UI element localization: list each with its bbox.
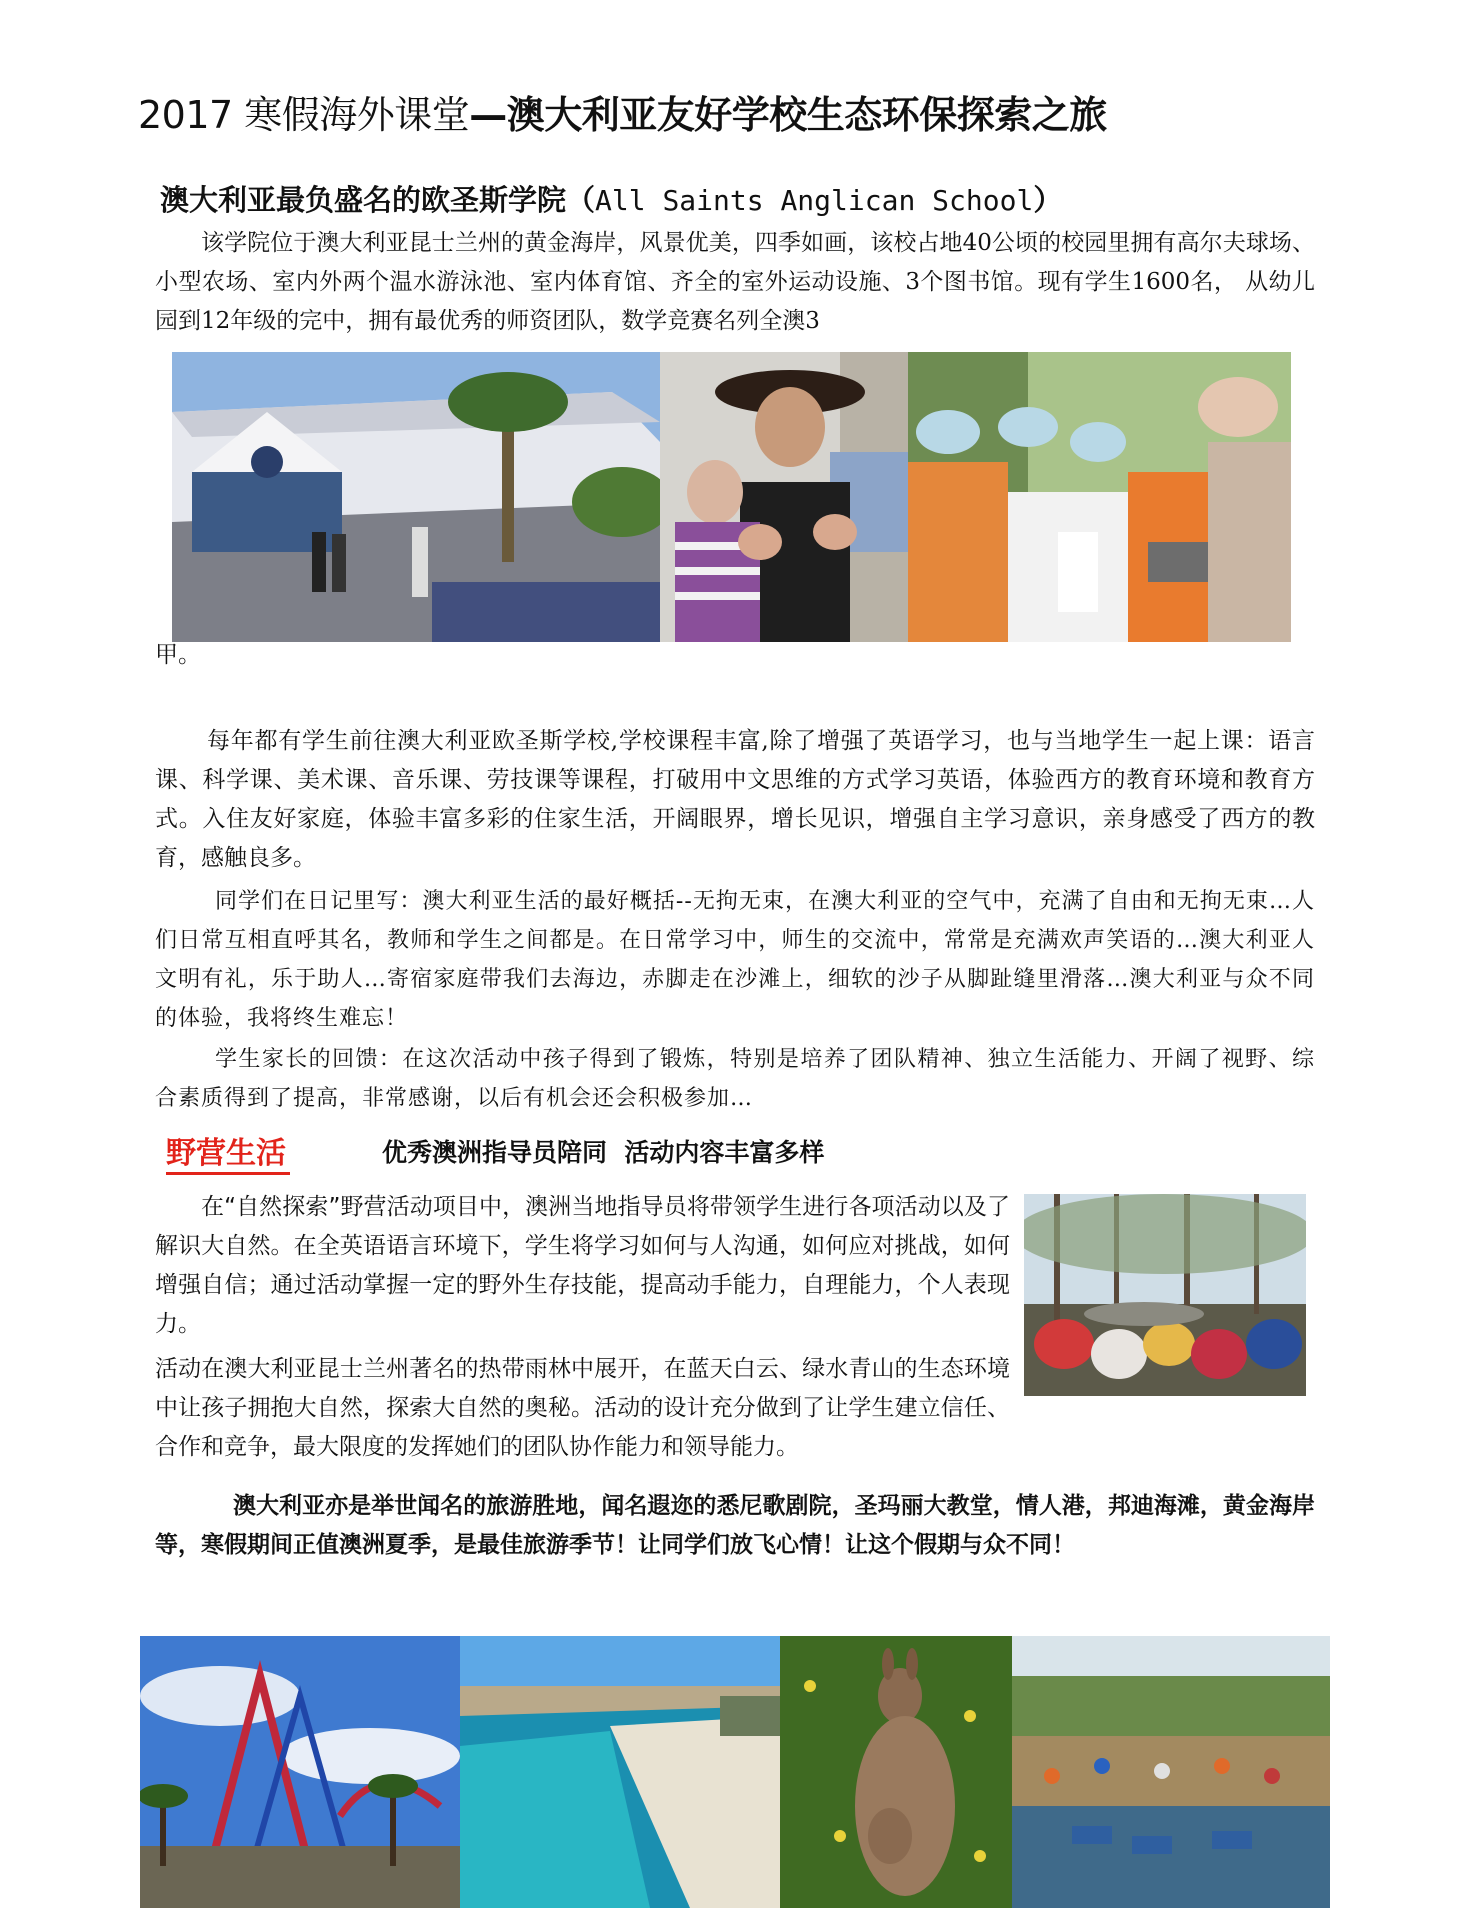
school-building-photo — [172, 352, 660, 642]
parents-feedback-paragraph: 学生家长的回馈：在这次活动中孩子得到了锻炼，特别是培养了团队精神、独立生活能力、开阔了视野、综合素质得到了提高，非常感谢，以后有机会还会积极参加… — [155, 1047, 1315, 1111]
rollercoaster-photo — [140, 1636, 460, 1908]
tourism-paragraph: 澳大利亚亦是举世闻名的旅游胜地，闻名遐迩的悉尼歌剧院，圣玛丽大教堂，情人港，邦迪海滩，黄金海岸等，寒假期间正值澳洲夏季，是最佳旅游季节！让同学们放飞心情！让这个假期与众不同！ — [155, 1492, 1315, 1558]
title-main: —澳大利亚友好学校生态环保探索之旅 — [469, 93, 1107, 137]
cowboy-teacher-photo — [660, 352, 908, 642]
camping-title: 野营生活 — [166, 1128, 290, 1175]
diary-paragraph: 同学们在日记里写：澳大利亚生活的最好概括--无拘无束，在澳大利亚的空气中，充满了自由和无拘无束…人们日常互相直呼其名，教师和学生之间都是。在日常学习中，师生的交流中，常常是充满欢声笑语的…澳大利亚人文明有礼，乐于助人…寄宿家庭带我们去海边，赤脚走在沙滩上，细软的沙子从脚趾缝里滑落…澳大利亚与众不同的体验，我将终生难忘！ — [155, 889, 1315, 1031]
school-intro-paragraph: 该学院位于澳大利亚昆士兰州的黄金海岸，风景优美，四季如画，该校占地40公顷的校园里拥有高尔夫球场、小型农场、室内外两个温水游泳池、室内体育馆、齐全的室外运动设施、3个图书馆。现有学生1600名， 从幼儿园到12年级的完中，拥有最优秀的师资团队，数学竞赛名列全澳3 — [155, 230, 1315, 334]
school-heading-cn: 澳大利亚最负盛名的欧圣斯学院（ — [160, 183, 596, 217]
nature-exploration-paragraph: 在“自然探索”野营活动项目中，澳洲当地指导员将带领学生进行各项活动以及了解识大自然。在全英语语言环境下，学生将学习如何与人沟通，如何应对挑战，如何增强自信；通过活动掌握一定的野外生存技能，提高动手能力，自理能力，个人表现力。 — [155, 1194, 1010, 1337]
page-title — [138, 84, 1107, 139]
campfire-circle-photo — [1024, 1194, 1306, 1396]
school-heading-en: All Saints Anglican School — [595, 184, 1034, 217]
beach-photo — [460, 1636, 780, 1908]
rainforest-paragraph: 活动在澳大利亚昆士兰州著名的热带雨林中展开，在蓝天白云、绿水青山的生态环境中让孩子拥抱大自然，探索大自然的奥秘。活动的设计充分做到了让学生建立信任、合作和竞争，最大限度的发挥她们的团队协作能力和领导能力。 — [155, 1356, 1010, 1460]
title-year: 2017 寒假海外课堂 — [138, 93, 470, 137]
school-intro-continued: 甲。 — [155, 642, 201, 668]
kangaroo-photo — [780, 1636, 1012, 1908]
camping-subtitle: 优秀澳洲指导员陪同 活动内容丰富多样 — [382, 1138, 825, 1167]
school-heading-close: ） — [1033, 183, 1063, 217]
river-rafting-photo — [1012, 1636, 1330, 1908]
exchange-paragraph: 每年都有学生前往澳大利亚欧圣斯学校,学校课程丰富,除了增强了英语学习，也与当地学生一起上课：语言课、科学课、美术课、音乐课、劳技课等课程，打破用中文思维的方式学习英语，体验西方的教育环境和教育方式。入住友好家庭，体验丰富多彩的住家生活，开阔眼界，增长见识，增强自主学习意识，亲身感受了西方的教育，感触良多。 — [155, 728, 1315, 871]
cooking-class-photo — [908, 352, 1291, 642]
school-heading — [160, 178, 1062, 219]
